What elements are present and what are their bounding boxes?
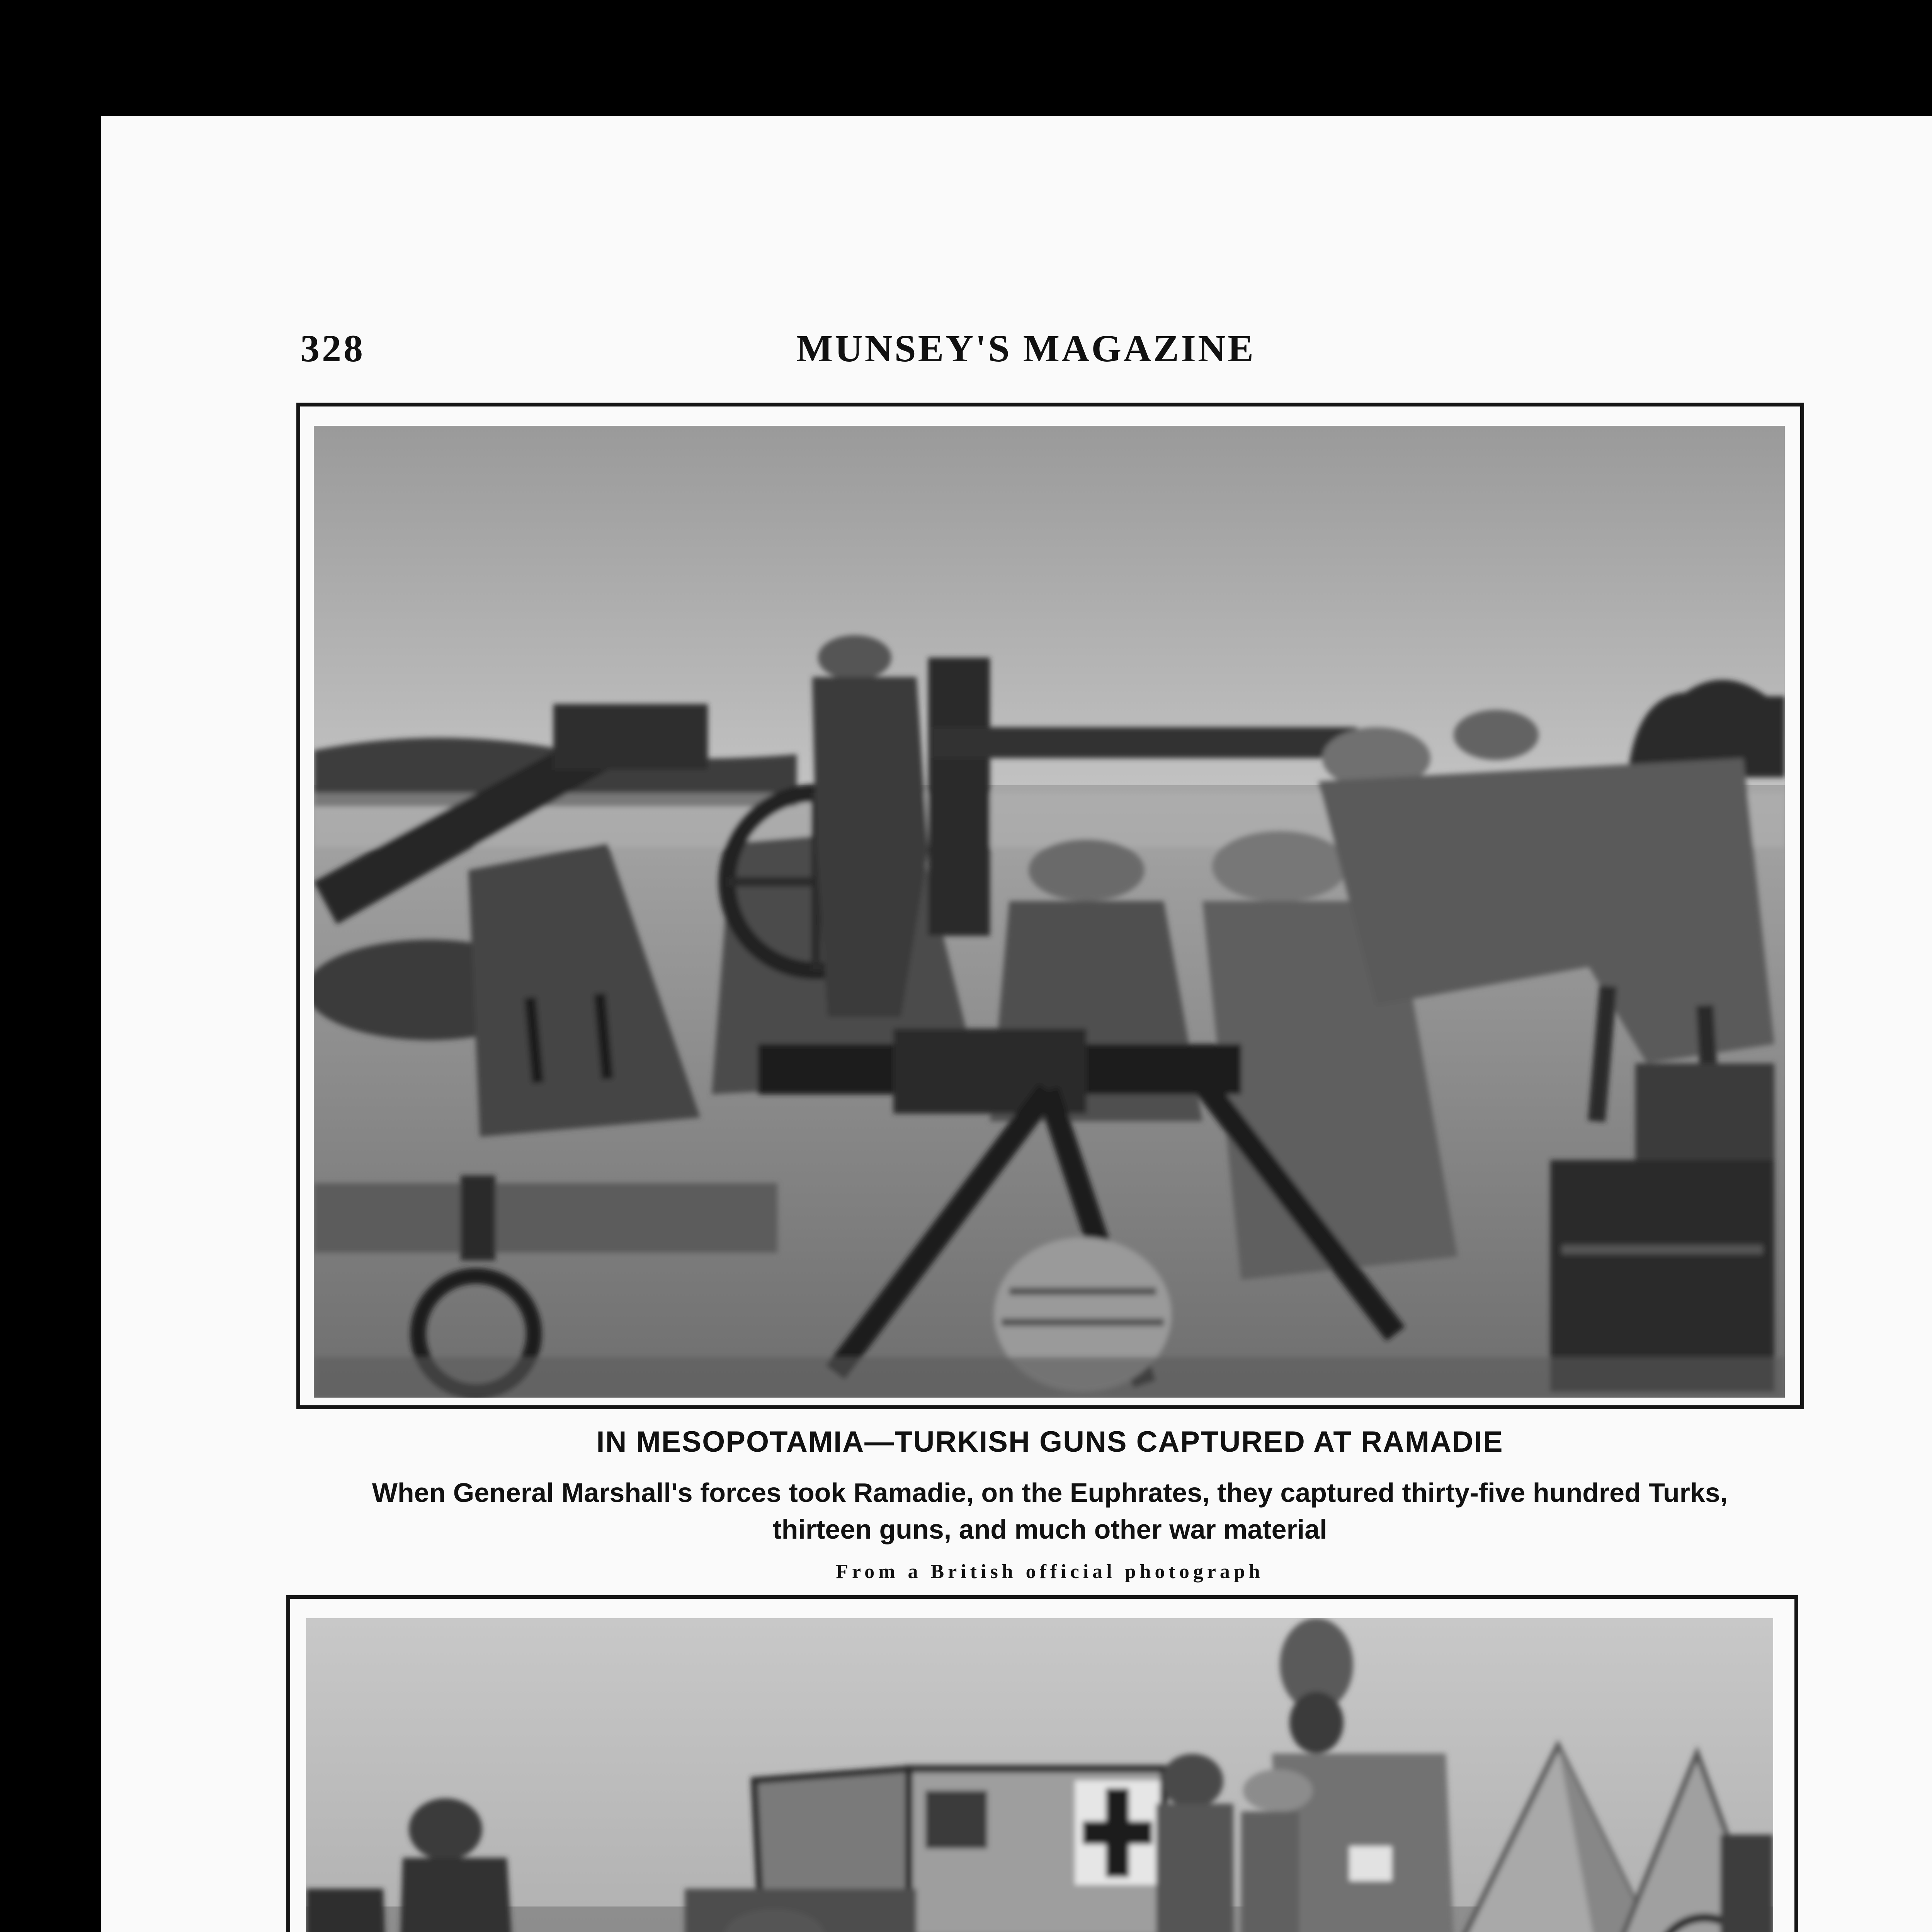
caption-line: When General Marshall's forces took Ramadie, on the Euphrates, they captured thirty-five hundred Turks, [372, 1478, 1728, 1508]
helmet [818, 635, 891, 680]
photo-red-cross-station [306, 1618, 1773, 1932]
shield-slit [530, 998, 538, 1083]
gun-upright [928, 658, 990, 936]
bystander [1720, 1835, 1773, 1932]
photo-credit: From a British official photograph [836, 1561, 1264, 1583]
page-number: 328 [300, 327, 365, 370]
pith-helmet [1243, 1769, 1313, 1812]
caption-line: thirteen guns, and much other war material [772, 1514, 1327, 1544]
foreground-shadow [314, 1357, 1785, 1398]
barrel-ring [461, 1175, 495, 1260]
soldier [1241, 1811, 1299, 1932]
ambulance-window [925, 1791, 987, 1849]
soldier [395, 1858, 522, 1932]
helmet [1454, 710, 1539, 760]
red-cross-horizontal [1083, 1821, 1152, 1844]
figure-caption [219, 1475, 1881, 1548]
turban [1162, 1754, 1223, 1808]
shield-slit [600, 994, 607, 1079]
running-head: MUNSEY'S MAGAZINE [796, 327, 1255, 370]
helmet [1212, 831, 1347, 902]
photo-turkish-guns [314, 426, 1785, 1398]
box-edge [1562, 1245, 1763, 1254]
figure-title: IN MESOPOTAMIA—TURKISH GUNS CAPTURED AT RAMADIE [596, 1425, 1503, 1458]
ammunition-box [1635, 1063, 1774, 1160]
helmet [1029, 839, 1145, 901]
soldier [306, 1889, 395, 1932]
gun-rail [932, 727, 1357, 758]
gun-breech [553, 704, 708, 770]
gun-barrel-foreground [314, 1183, 777, 1253]
soldier [1156, 1804, 1233, 1932]
face [1289, 1692, 1344, 1753]
turban [409, 1798, 482, 1860]
red-cross-armband [1349, 1846, 1392, 1881]
legs [1597, 986, 1608, 1121]
